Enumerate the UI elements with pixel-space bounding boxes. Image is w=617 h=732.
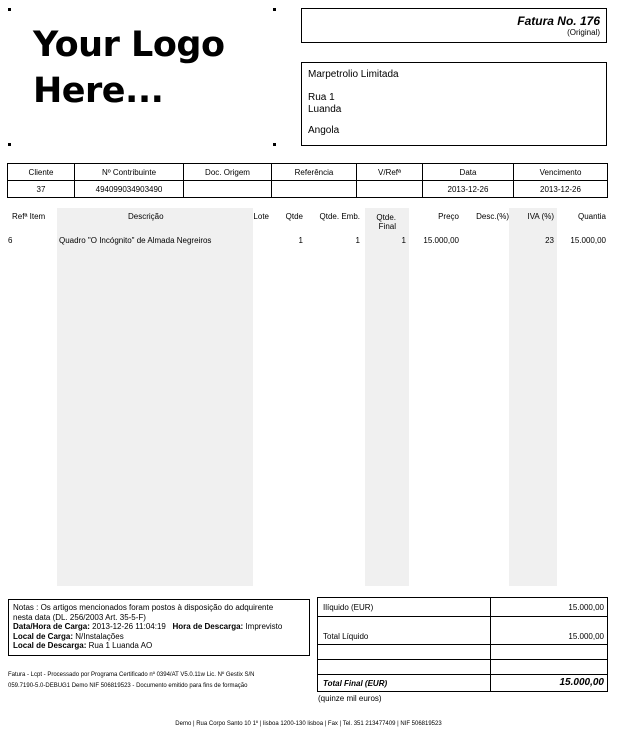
col-header-qtde: Qtde	[285, 212, 303, 221]
total-liquido-value: 15.000,00	[568, 632, 604, 641]
load-place-value: N/Instalações	[73, 631, 124, 641]
certification-footer	[8, 670, 313, 691]
client-street: Rua 1	[308, 92, 335, 103]
col-header-qtde-final-1: Qtde.	[376, 213, 396, 222]
load-place-line	[13, 632, 305, 642]
col-header-descricao: Descrição	[128, 212, 164, 221]
col-header-preco: Preço	[438, 212, 459, 221]
items-table	[7, 208, 608, 586]
unload-place-label: Local de Descarga:	[13, 641, 87, 650]
logo-line-1: Your Logo	[33, 25, 225, 65]
unload-time-value: Imprevisto	[243, 622, 283, 631]
load-datetime-label: Data/Hora de Carga:	[13, 622, 90, 631]
meta-header-doc-origem: Doc. Origem	[184, 164, 272, 181]
item-description: Quadro "O Incógnito" de Almada Negreiros	[59, 236, 212, 245]
unload-place-value: Rua 1 Luanda AO	[86, 641, 153, 650]
meta-value-data: 2013-12-26	[423, 181, 514, 198]
notes-box	[8, 599, 310, 656]
certification-line-1: Fatura - Lcpt - Processado por Programa Certificado nº 0394/AT V5.0.11w Lic. Nº Gestix S/N	[8, 672, 255, 678]
meta-value-contribuinte: 494099034903490	[75, 181, 184, 198]
item-iva: 23	[545, 236, 554, 245]
load-place-label: Local de Carga:	[13, 631, 74, 641]
meta-header-vref: V/Refª	[357, 164, 423, 181]
client-address-box	[301, 62, 607, 146]
item-preco: 15.000,00	[423, 236, 459, 245]
load-datetime-line	[13, 622, 305, 632]
col-header-qtde-final-2: Final	[378, 222, 396, 231]
meta-value-doc-origem	[184, 181, 272, 198]
col-header-ref: Refª Item	[12, 212, 46, 221]
meta-value-vencimento: 2013-12-26	[514, 181, 608, 198]
invoice-title: Fatura No. 176	[517, 14, 600, 28]
notes-text-2: nesta data (DL. 256/2003 Art. 35-5-F)	[13, 612, 146, 622]
load-datetime-value: 2013-12-26 11:04:19	[89, 622, 166, 631]
total-final-label: Total Final (EUR)	[323, 679, 388, 688]
meta-header-contribuinte: Nº Contribuinte	[75, 164, 184, 181]
meta-value-row	[8, 181, 608, 198]
invoice-copy-label: (Original)	[567, 28, 600, 37]
iliquido-label: Ilíquido (EUR)	[323, 603, 374, 612]
total-final-value: 15.000,00	[559, 677, 604, 688]
unload-time-label: Hora de Descarga:	[172, 622, 244, 631]
meta-header-row	[8, 164, 608, 181]
col-header-quantia: Quantia	[577, 212, 606, 221]
invoice-number-box	[301, 8, 607, 43]
item-qtde: 1	[298, 236, 303, 245]
unload-place-line	[13, 641, 305, 651]
meta-header-cliente: Cliente	[8, 164, 75, 181]
col-header-qtde-emb: Qtde. Emb.	[319, 212, 360, 221]
certification-line-2: 059.7190-5.0-DEBUG1 Demo NIF 506819523 - Documento emitido para fins de formação	[8, 682, 248, 689]
logo-text	[33, 22, 225, 114]
iliquido-value: 15.000,00	[568, 603, 604, 612]
client-city: Luanda	[308, 104, 342, 115]
notes-text-1: Notas : Os artigos mencionados foram postos à disposição do adquirente	[13, 603, 274, 612]
company-address-footer: Demo | Rua Corpo Santo 10 1º | lisboa 1200-130 lisboa | Fax | Tel. 351 213477409 | NIF 506819523	[175, 721, 442, 727]
amount-in-words: (quinze mil euros)	[318, 694, 382, 703]
document-meta-table	[7, 163, 608, 198]
totals-box	[317, 597, 608, 692]
col-header-desc-pct: Desc.(%)	[476, 212, 509, 221]
logo-placeholder	[8, 8, 276, 146]
meta-value-referencia	[272, 181, 357, 198]
total-liquido-label: Total Líquido	[323, 632, 369, 641]
meta-value-cliente: 37	[8, 181, 75, 198]
meta-value-vref	[357, 181, 423, 198]
meta-header-referencia: Referência	[272, 164, 357, 181]
col-header-lote: Lote	[253, 212, 269, 221]
client-country: Angola	[308, 125, 340, 136]
meta-header-data: Data	[423, 164, 514, 181]
logo-line-2: Here...	[33, 71, 164, 111]
col-header-iva: IVA (%)	[527, 212, 554, 221]
item-quantia: 15.000,00	[570, 236, 606, 245]
meta-header-vencimento: Vencimento	[514, 164, 608, 181]
item-qtde-final: 1	[401, 236, 406, 245]
item-qtde-emb: 1	[355, 236, 360, 245]
item-ref: 6	[8, 236, 13, 245]
client-name: Marpetrolio Limitada	[308, 69, 399, 80]
